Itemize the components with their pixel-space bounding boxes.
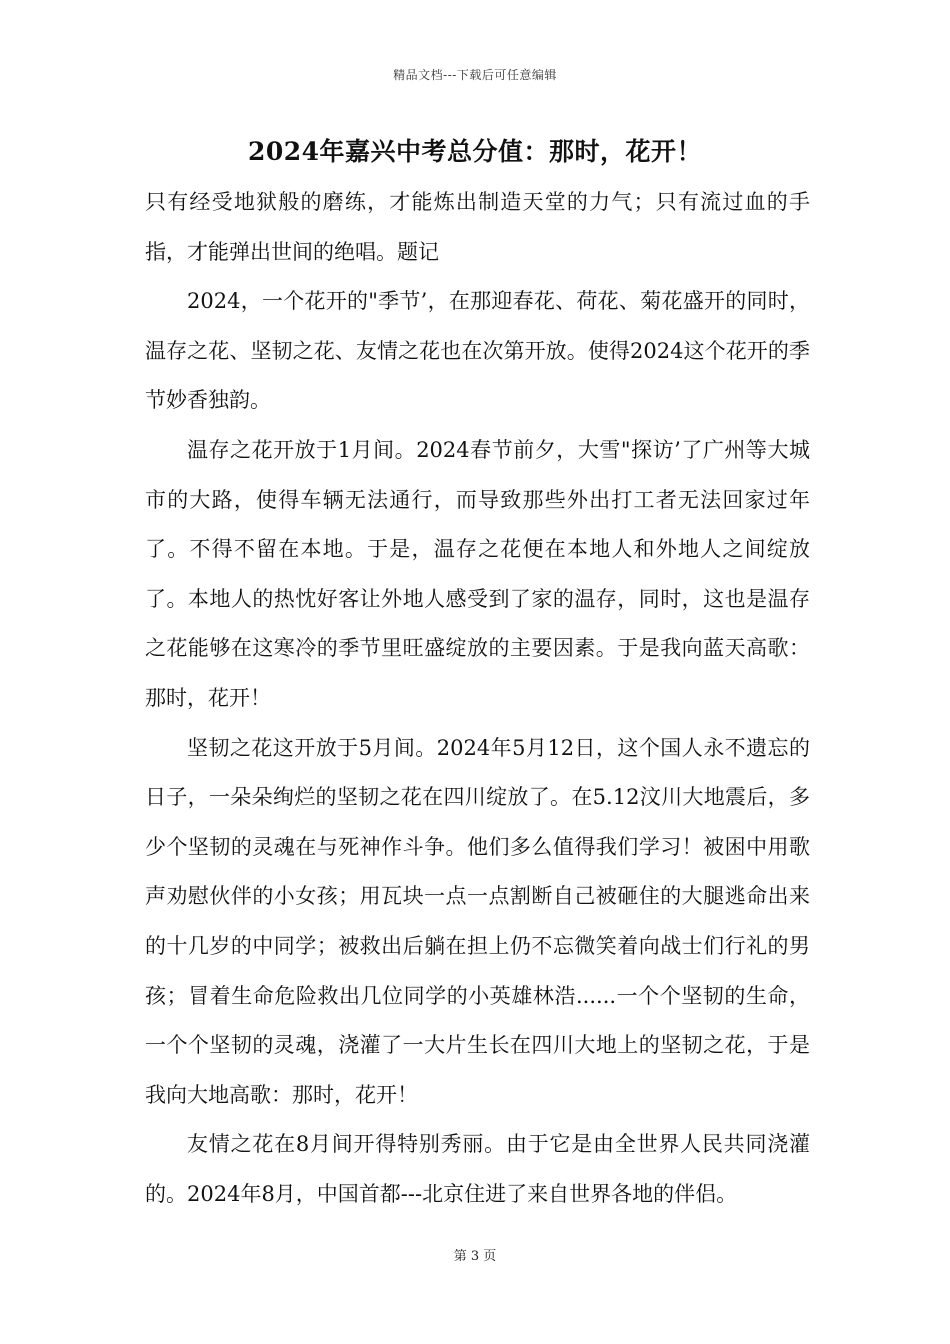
paragraph-resilience-flower: 坚韧之花这开放于5月间。2024年5月12日，这个国人永不遗忘的日子，一朵朵绚烂的坚韧之花在四川绽放了。在5.12汶川大地震后，多少个坚韧的灵魂在与死神作斗争。他们多么值得我们学习！被困中用歌声劝慰伙伴的小女孩；用瓦块一点一点割断自己被砸住的大腿逃命出来的十几岁的中同学；被救出后躺在担上仍不忘微笑着向战士们行礼的男孩；冒着生命危险救出几位同学的小英雄林浩......一个个坚韧的生命，一个个坚韧的灵魂，浇灌了一大片生长在四川大地上的坚韧之花，于是我向大地高歌：那时，花开！ <box>145 735 810 1107</box>
document-body <box>145 178 810 1219</box>
paragraph-epigraph: 只有经受地狱般的磨练，才能炼出制造天堂的力气；只有流过血的手指，才能弹出世间的绝唱。题记 <box>145 190 810 264</box>
paragraph-warmth-flower: 温存之花开放于1月间。2024春节前夕，大雪"探访’了广州等大城市的大路，使得车辆无法通行，而导致那些外出打工者无法回家过年了。不得不留在本地。于是，温存之花便在本地人和外地人之间绽放了。本地人的热忱好客让外地人感受到了家的温存，同时，这也是温存之花能够在这寒冷的季节里旺盛绽放的主要因素。于是我向蓝天高歌：那时，花开！ <box>145 437 810 710</box>
page-number: 第 3 页 <box>453 1249 497 1264</box>
paragraph-friendship-flower: 友情之花在8月间开得特别秀丽。由于它是由全世界人民共同浇灌的。2024年8月，中国首都---北京住进了来自世界各地的伴侣。 <box>145 1132 810 1206</box>
page-header: 精品文档---下载后可任意编辑 <box>393 68 557 82</box>
paragraph-intro: 2024，一个花开的"季节’，在那迎春花、荷花、菊花盛开的同时，温存之花、坚韧之花、友情之花也在次第开放。使得2024这个花开的季节妙香独韵。 <box>145 289 810 413</box>
document-title: 2024年嘉兴中考总分值：那时，花开！ <box>247 137 703 166</box>
